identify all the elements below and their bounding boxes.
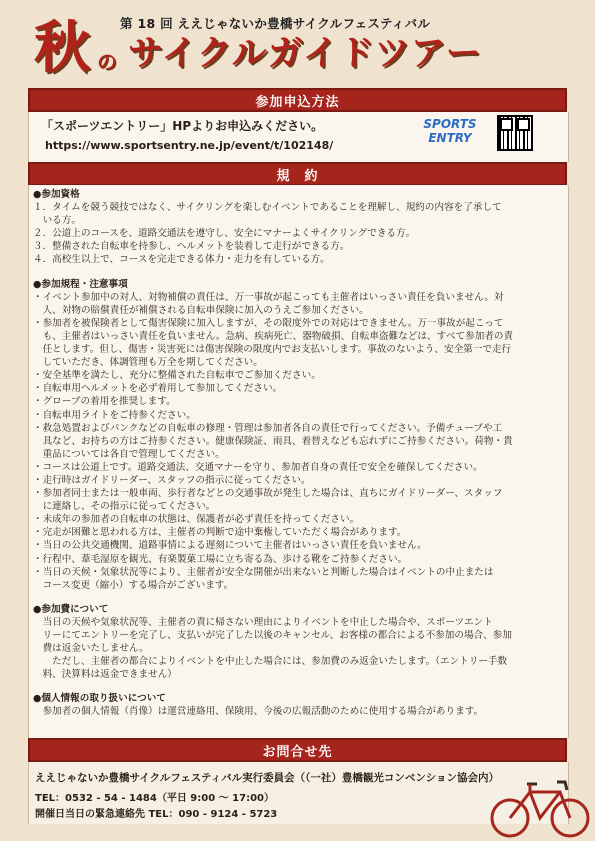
rule-line: 当日の天候や気象状況等、主催者の責に帰さない理由によりイベントを中止した場合や、スポーツエント: [33, 616, 493, 628]
rule-line: 重品については各自で管理してください。: [33, 448, 225, 460]
rule-line: ・走行時はガイドリーダー、スタッフの指示に従ってください。: [33, 474, 311, 486]
rule-line: ・救急処置およびパンクなどの自転車の修理・管理は参加者各自の責任で行ってください。予備チューブや工: [33, 422, 503, 434]
regulations-list: [33, 291, 565, 592]
rule-line: ただし、主催者の都合によりイベントを中止した場合には、参加費のみ返金いたします。（エントリー手数: [33, 656, 508, 668]
rule-line: ・未成年の参加者の自転車の状態は、保護者が必ず責任を持ってください。: [33, 514, 360, 526]
header: [0, 0, 595, 82]
rules-text: [33, 188, 565, 719]
qr-code-icon[interactable]: [497, 115, 533, 151]
rule-line: ・当日の天候・気象状況等により、主催者が安全な開催が出来ないと判断した場合はイベントの中止または: [33, 566, 494, 578]
page-title: サイクルガイドツアー: [128, 34, 482, 74]
rule-line: ２．公道上のコースを、道路交通法を遵守し、安全にマナーよくサイクリングできる方。: [33, 228, 416, 240]
rule-line: ・自転車用ヘルメットを必ず着用して参加してください。: [33, 383, 283, 395]
rule-line: １．タイムを競う競技ではなく、サイクリングを楽しむイベントであることを理解し、規約の内容を了承して: [33, 202, 502, 214]
rule-line: していただき、体調管理も万全を期してください。: [33, 357, 263, 369]
bicycle-icon: [485, 770, 595, 840]
section-title-fee: ●参加費について: [33, 603, 109, 615]
rule-line: コース変更（縮小）する場合がございます。: [33, 579, 234, 591]
rule-line: リーにてエントリーを完了し、支払いが完了した以後のキャンセル、お客様の都合による不参加の場合、参加: [33, 630, 512, 641]
rule-line: ・参加者を被保険者として傷害保険に加入しますが、その限度外での対応はできません。万一事故が起こって: [33, 317, 504, 329]
entry-url-link[interactable]: https://www.sportsentry.ne.jp/event/t/102148/: [45, 139, 334, 152]
rule-line: いる方。: [33, 215, 81, 227]
section-title-eligibility: ●参加資格: [33, 189, 80, 200]
rule-line: ・グローブの着用を推奨します。: [33, 396, 176, 408]
rule-line: ３．整備された自転車を持参し、ヘルメットを装着して走行ができる方。: [33, 241, 350, 253]
apply-instruction: 「スポーツエントリー」HPよりお申込みください。: [41, 119, 324, 133]
rule-line: ・自転車用ライトをご持参ください。: [33, 409, 196, 421]
section-title-privacy: ●個人情報の取り扱いについて: [33, 693, 166, 705]
rule-line: に連絡し、その指示に従ってください。: [33, 501, 216, 513]
privacy-list: [33, 705, 565, 718]
rules-heading: 規 約: [28, 162, 567, 186]
rule-line: 料、決算料は返金できません）: [33, 669, 177, 681]
rule-line: 任とします。但し、傷害・災害死には傷害保険の限度内でお支払いします。事故のないよう、安全第一で走行: [33, 344, 512, 356]
organizer-name: ええじゃないか豊橋サイクルフェスティバル実行委員会（（一社）豊橋観光コンベンション協会内）: [35, 772, 499, 784]
title-kanji: 秋: [34, 15, 90, 81]
rule-line: も、主催者はいっさい責任を負いません。急病、疾病死亡、器物破損、自転車盗難などは、すべて参加者の責: [33, 330, 514, 342]
rule-line: 参加者の個人情報（肖像）は運営連絡用、保険用、今後の広報活動のために使用する場合があります。: [33, 706, 484, 718]
event-supertitle: 第 18 回 ええじゃないか豊橋サイクルフェスティバル: [120, 16, 431, 31]
rule-line: ・イベント参加中の対人、対物補償の責任は、万一事故が起こっても主催者はいっさい責任を負いません。対: [33, 291, 504, 303]
rules-section: [28, 185, 569, 738]
logo-text-top: SPORTS: [423, 117, 477, 131]
rule-line: ・当日の公共交通機関、道路事情による遅刻について主催者はいっさい責任を負いません。: [33, 540, 427, 552]
apply-section: [28, 112, 569, 162]
logo-text-bottom: ENTRY: [428, 131, 472, 145]
rule-line: ４．高校生以上で、コースを完走できる体力・走力を有している方。: [33, 254, 330, 266]
section-title-regulations: ●参加規程・注意事項: [33, 278, 128, 290]
eligibility-list: [33, 201, 565, 266]
rule-line: 費は返金いたしません。: [33, 643, 149, 655]
apply-heading: 参加申込方法: [28, 88, 567, 112]
rule-line: 具など、お持ちの方はご持参ください。健康保険証、雨具、着替えなども忘れずにご持参ください。荷物・貴: [33, 435, 513, 447]
contact-tel: TEL：0532 - 54 - 1484（平日 9:00 ～ 17:00）: [35, 793, 274, 804]
emergency-tel: 開催日当日の緊急連絡先 TEL：090 - 9124 - 5723: [35, 809, 278, 820]
rule-line: ・コースは公道上です。道路交通法、交通マナーを守り、参加者自身の責任で安全を確保してください。: [33, 461, 483, 473]
rule-line: 人、対物の賠償責任が補償される自転車保険に加入のうえご参加ください。: [33, 304, 369, 316]
fee-list: [33, 616, 565, 681]
title-particle: の: [97, 50, 117, 74]
sportsentry-logo: [414, 117, 486, 151]
contact-heading: お問合せ先: [28, 738, 567, 762]
rule-line: ・完走が困難と思われる方は、主催者の判断で途中棄権していただく場合があります。: [33, 527, 407, 539]
rule-line: ・行程中、葦毛湿原を観光、有楽製菓工場に立ち寄る為、歩ける靴をご持参ください。: [33, 553, 408, 565]
rule-line: ・参加者同士または一般車両、歩行者などとの交通事故が発生した場合は、直ちにガイドリーダー、スタッフ: [33, 488, 503, 500]
rule-line: ・安全基準を満たし、充分に整備された自転車でご参加ください。: [33, 370, 321, 382]
